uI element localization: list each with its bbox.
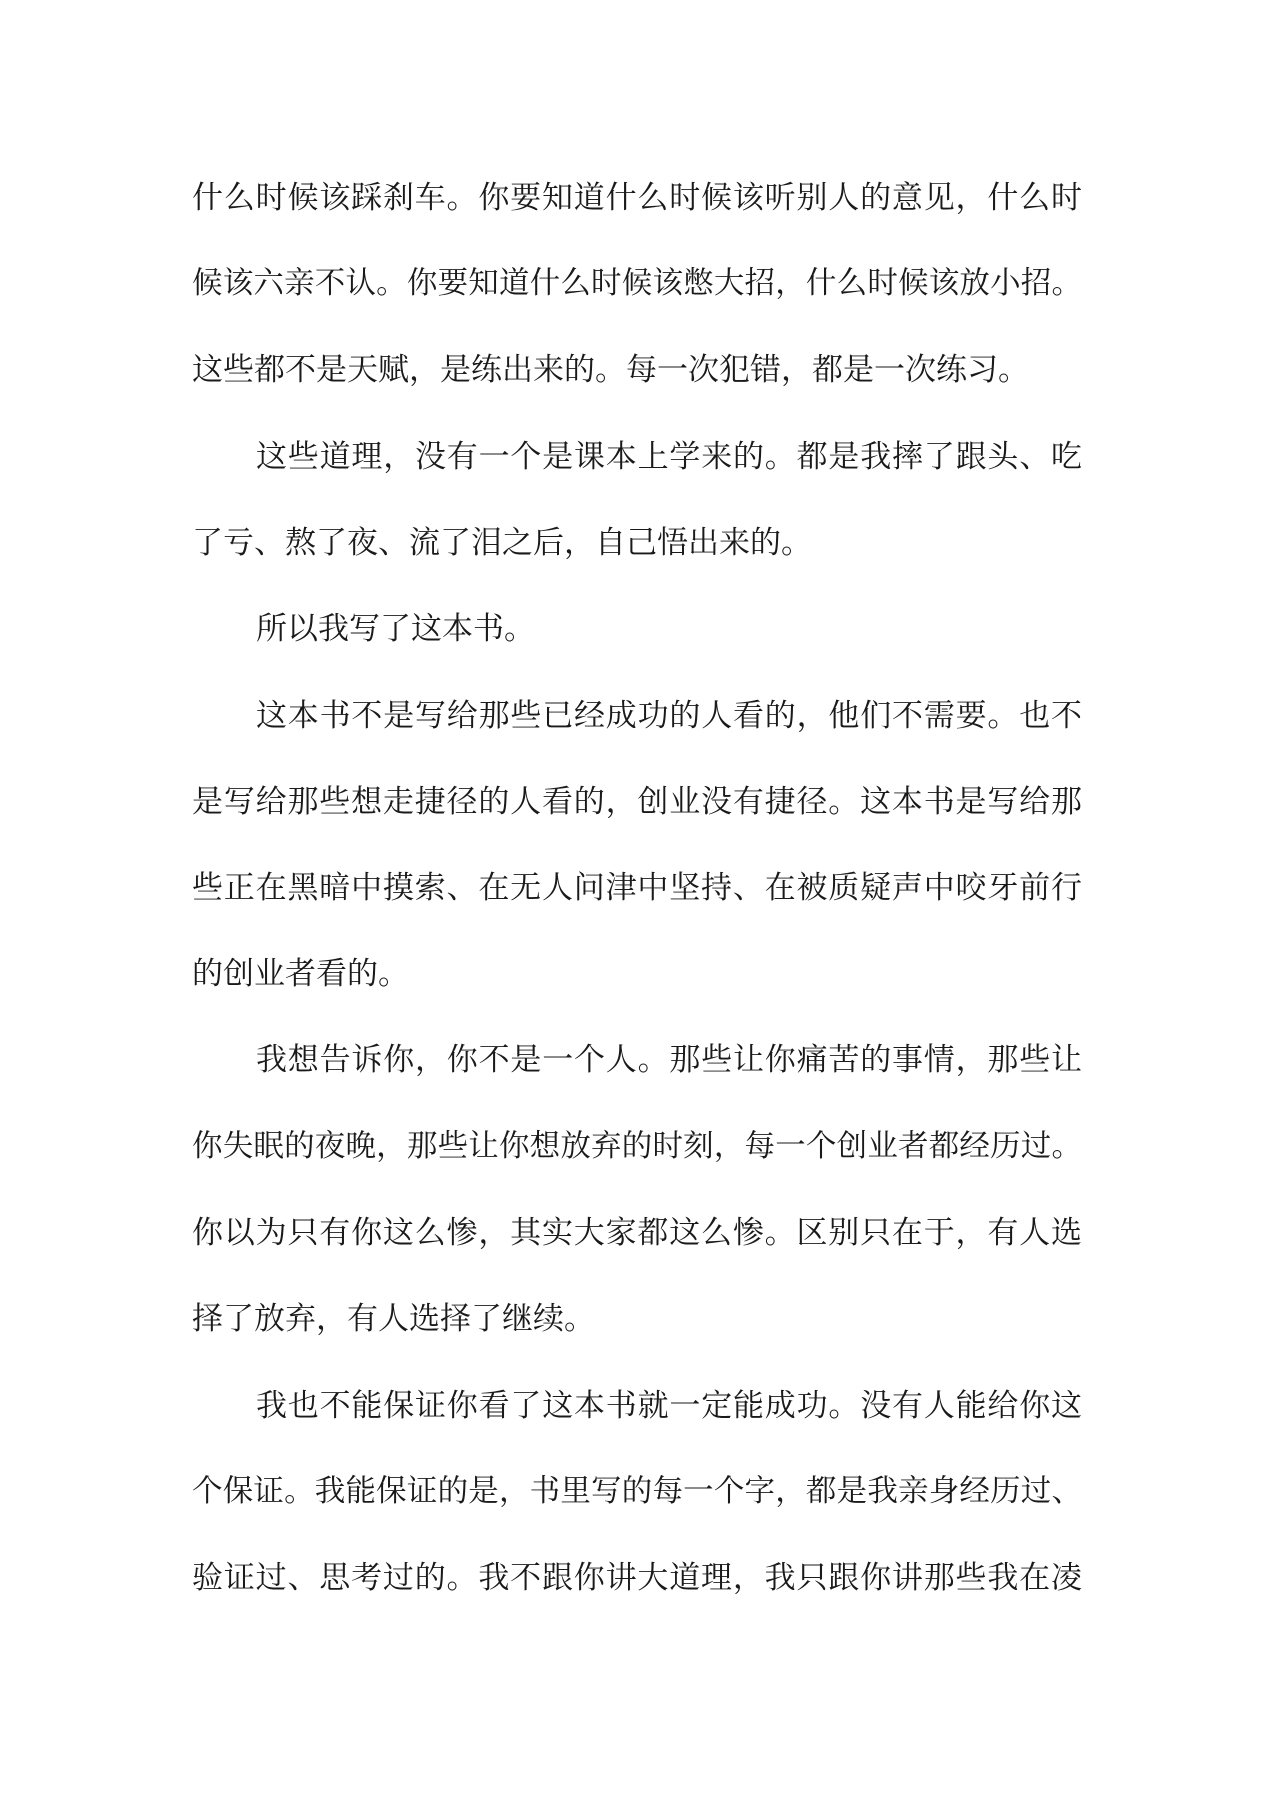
text-line: 些正在黑暗中摸索、在无人问津中坚持、在被质疑声中咬牙前行 [192,870,1082,906]
text-line: 什么时候该踩刹车。你要知道什么时候该听别人的意见，什么时 [192,180,1082,216]
text-line: 这些都不是天赋，是练出来的。每一次犯错，都是一次练习。 [192,352,1029,388]
text-line: 个保证。我能保证的是，书里写的每一个字，都是我亲身经历过、 [192,1474,1082,1509]
text-line: 我想告诉你，你不是一个人。那些让你痛苦的事情，那些让 [256,1042,1082,1078]
text-line: 这本书不是写给那些已经成功的人看的，他们不需要。也不 [256,698,1082,734]
text-line: 你以为只有你这么惨，其实大家都这么惨。区别只在于，有人选 [192,1215,1082,1251]
text-line: 我也不能保证你看了这本书就一定能成功。没有人能给你这 [256,1388,1082,1424]
text-line: 择了放弃，有人选择了继续。 [192,1301,595,1337]
text-line: 是写给那些想走捷径的人看的，创业没有捷径。这本书是写给那 [192,784,1082,820]
text-line: 你失眠的夜晚，那些让你想放弃的时刻，每一个创业者都经历过。 [192,1129,1082,1164]
text-line: 这些道理，没有一个是课本上学来的。都是我摔了跟头、吃 [256,439,1082,475]
text-line: 了亏、熬了夜、流了泪之后，自己悟出来的。 [192,525,812,561]
text-line: 的创业者看的。 [192,956,409,992]
text-line: 候该六亲不认。你要知道什么时候该憋大招，什么时候该放小招。 [192,266,1082,301]
text-line: 验证过、思考过的。我不跟你讲大道理，我只跟你讲那些我在凌 [192,1560,1082,1596]
text-line: 所以我写了这本书。 [256,611,535,647]
